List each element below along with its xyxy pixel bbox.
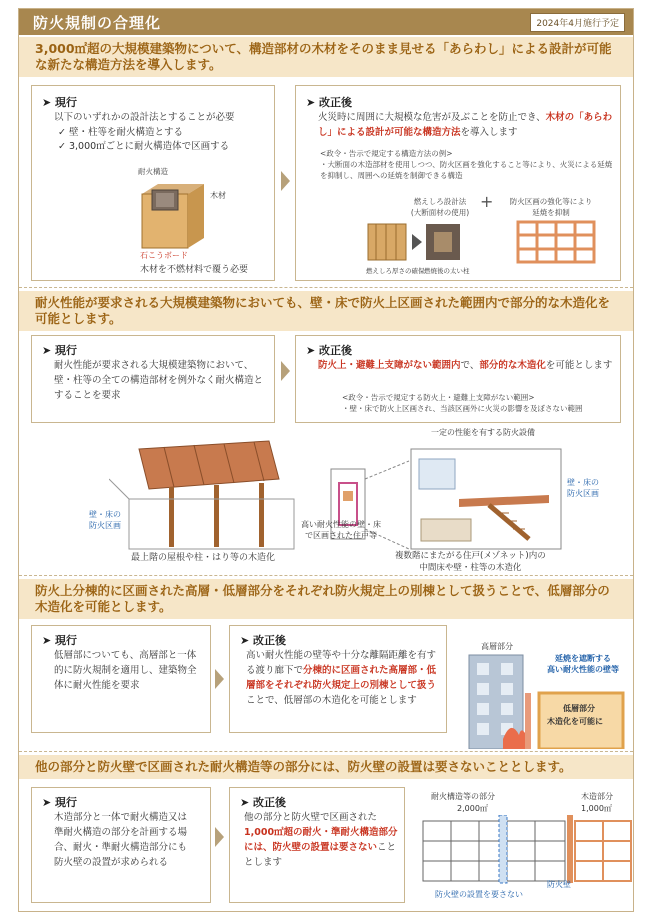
arrow-icon bbox=[281, 361, 290, 381]
fig-right-label: 壁・床の 防火区画 bbox=[567, 478, 599, 498]
fig-note: 防火壁の設置を要さない bbox=[435, 890, 523, 899]
revised-note: <政令・告示で規定する構造方法の例> ・大断面の木造部材を使用しつつ、防火区画を強化すること等により、火災による延焼を抑制し、周囲への延焼を制御できる構造 bbox=[320, 149, 613, 180]
revised-title: 改正後 bbox=[319, 96, 353, 109]
fig-fireproof-title: 耐火構造 bbox=[138, 167, 168, 176]
fig-mid-caption: 高い耐火性能の壁・床 で区画された住戸等 bbox=[301, 520, 381, 540]
current-lead: 以下のいずれかの設計法とすることが必要 bbox=[54, 112, 235, 123]
section-1-current-box bbox=[31, 85, 275, 281]
current-text: 耐火性能が要求される大規模建築物において、壁・柱等の全ての構造部材を例外なく耐火構造とすることを要求 bbox=[54, 360, 264, 401]
section-1-revised-box bbox=[295, 85, 621, 281]
fig2-title: 燃えしろ設計法 (大断面材の使用) bbox=[410, 197, 470, 217]
revised-note: <政令・告示で規定する防火上・避難上支障がない範囲> ・壁・床で防火上区画され、当該区画外に火災の影響を及ぼさない範囲 bbox=[342, 393, 583, 413]
section-3-revised-box bbox=[229, 625, 447, 733]
fire-wall-figure bbox=[421, 815, 633, 885]
section-2 bbox=[19, 291, 633, 331]
fig-wood-label: 木材 bbox=[210, 191, 226, 200]
fig-wall-label: 防火壁 bbox=[547, 880, 571, 889]
triangle-icon: ➤ bbox=[306, 344, 320, 357]
section-4-current-box bbox=[31, 787, 211, 903]
section-4 bbox=[19, 755, 633, 779]
fig-left-title: 耐火構造等の部分 bbox=[431, 792, 495, 801]
section-3 bbox=[19, 579, 633, 619]
page-title: 防火規制の合理化 bbox=[33, 13, 162, 32]
fig-left-label: 壁・床の 防火区画 bbox=[89, 510, 121, 530]
section-2-building-illustration bbox=[109, 439, 619, 561]
section-2-heading: 耐火性能が要求される大規模建築物においても、壁・床で防火上区画された範囲内で部分的な木造化を可能とします。 bbox=[19, 291, 633, 331]
document-page bbox=[18, 8, 634, 912]
fireproof-column-figure bbox=[134, 180, 208, 250]
fig-wall-label: 延焼を遮断する 高い耐火性能の壁等 bbox=[547, 654, 619, 674]
arrow-icon bbox=[281, 171, 290, 191]
section-2-revised-box bbox=[295, 335, 621, 423]
section-4-revised-box bbox=[229, 787, 405, 903]
fig-right-caption: 複数階にまたがる住戸(メゾネット)内の 中間床や壁・柱等の木造化 bbox=[395, 551, 546, 573]
fig-top-label: 一定の性能を有する防火設備 bbox=[431, 428, 535, 437]
fire-compartment-grid-figure bbox=[516, 220, 596, 264]
section-1-heading: 3,000㎡超の大規模建築物について、構造部材の木材をそのまま見せる「あらわし」による設計が可能な新たな構造方法を導入します。 bbox=[19, 37, 633, 77]
revised-text: 防火上・避難上支障がない範囲内で、部分的な木造化を可能とします bbox=[318, 360, 613, 371]
current-item-2: ✓ 3,000㎡ごとに耐火構造体で区画する bbox=[58, 141, 230, 152]
triangle-icon: ➤ bbox=[42, 634, 56, 647]
effective-date-badge: 2024年4月施行予定 bbox=[530, 13, 625, 32]
fig2-cap1: 燃えしろ厚さの確保 bbox=[366, 267, 425, 275]
fig2-plus: + bbox=[480, 192, 494, 211]
triangle-icon: ➤ bbox=[240, 634, 254, 647]
fig-right-title: 木造部分 bbox=[581, 792, 613, 801]
current-title: 現行 bbox=[55, 96, 78, 109]
current-item-1: ✓ 壁・柱等を耐火構造とする bbox=[58, 127, 183, 138]
revised-title: 改正後 bbox=[319, 344, 353, 357]
section-2-current-box bbox=[31, 335, 275, 423]
arrow-icon bbox=[215, 669, 224, 689]
fig2-right-title: 防火区画の強化等により 延焼を抑制 bbox=[509, 197, 593, 217]
arrow-icon bbox=[215, 827, 224, 847]
fig-high-label: 高層部分 bbox=[481, 642, 513, 651]
fig-board-label: 石こうボード bbox=[140, 251, 188, 260]
fig-low-sub: 木造化を可能に bbox=[547, 717, 603, 726]
title-bar bbox=[19, 9, 633, 35]
triangle-icon: ➤ bbox=[306, 96, 320, 109]
fig-left-caption: 最上階の屋根や柱・はり等の木造化 bbox=[131, 553, 276, 563]
current-text: 木造部分と一体で耐火構造又は準耐火構造の部分を計画する場合、耐火・準耐火構造部分にも防火壁の設置が求められる bbox=[54, 812, 188, 868]
current-text: 低層部についても、高層部と一体的に防火規制を適用し、建築物全体に耐火性能を要求 bbox=[54, 650, 197, 691]
triangle-icon: ➤ bbox=[42, 796, 56, 809]
current-title: 現行 bbox=[55, 634, 78, 647]
triangle-icon: ➤ bbox=[240, 796, 254, 809]
current-title: 現行 bbox=[55, 796, 78, 809]
triangle-icon: ➤ bbox=[42, 344, 56, 357]
revised-text: 火災時に周囲に大規模な危害が及ぶことを防止でき、木材の「あらわし」による設計が可能な構造方法を導入します bbox=[318, 112, 613, 138]
triangle-icon: ➤ bbox=[42, 96, 56, 109]
revised-text: 他の部分と防火壁で区画された1,000㎡超の耐火・準耐火構造部分には、防火壁の設置は要さないこととします bbox=[244, 812, 398, 868]
fig-right-area: 1,000㎡ bbox=[581, 804, 612, 813]
revised-title: 改正後 bbox=[253, 796, 287, 809]
revised-text: 高い耐火性能の壁等や十分な離隔距離を有する渡り廊下で分棟的に区画された高層部・低層部をそれぞれ防火規定上の別棟として扱うことで、低層部の木造化を可能とします bbox=[246, 650, 437, 706]
section-3-current-box bbox=[31, 625, 211, 733]
fig-low-label: 低層部分 bbox=[563, 704, 595, 713]
revised-title: 改正後 bbox=[253, 634, 287, 647]
fig-caption: 木材を不燃材料で覆う必要 bbox=[140, 265, 249, 275]
current-title: 現行 bbox=[55, 344, 78, 357]
large-section-timber-figure bbox=[366, 222, 464, 262]
section-1 bbox=[19, 37, 633, 77]
fig-left-area: 2,000㎡ bbox=[457, 804, 488, 813]
fig2-cap2: 燃焼後の太い柱 bbox=[424, 267, 470, 275]
section-3-heading: 防火上分棟的に区画された高層・低層部分をそれぞれ防火規定上の別棟として扱うことで、低層部分の木造化を可能とします。 bbox=[19, 579, 633, 619]
section-4-heading: 他の部分と防火壁で区画された耐火構造等の部分には、防火壁の設置は要さないこととします。 bbox=[19, 755, 633, 779]
